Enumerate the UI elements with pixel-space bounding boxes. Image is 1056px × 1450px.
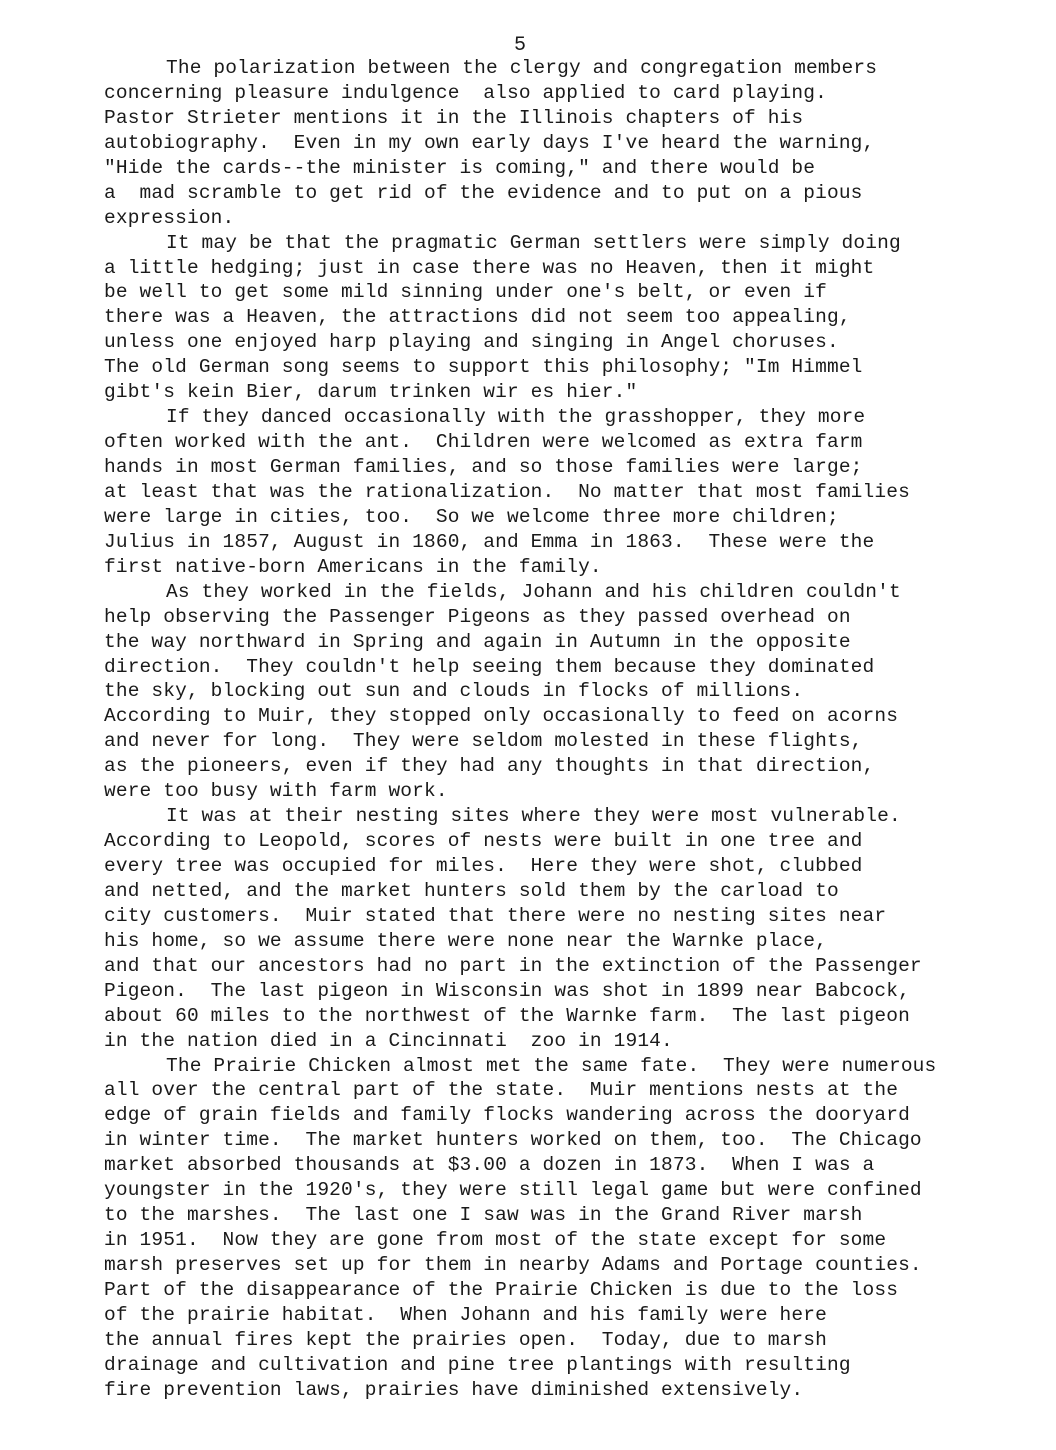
text-line: be well to get some mild sinning under one's belt, or even if [104, 281, 827, 304]
text-line: concerning pleasure indulgence also applied to card playing. [104, 81, 827, 104]
text-line: The old German song seems to support this philosophy; "Im Himmel [104, 356, 863, 379]
text-line: drainage and cultivation and pine tree plantings with resulting [104, 1353, 851, 1376]
text-line: there was a Heaven, the attractions did not seem too appealing, [104, 306, 851, 329]
text-line: a little hedging; just in case there was no Heaven, then it might [104, 256, 875, 279]
text-line: help observing the Passenger Pigeons as they passed overhead on [104, 605, 851, 628]
text-line: were too busy with farm work. [104, 780, 448, 803]
text-line: all over the central part of the state. Muir mentions nests at the [104, 1079, 899, 1102]
text-line: in 1951. Now they are gone from most of the state except for some [104, 1229, 887, 1252]
text-line: fire prevention laws, prairies have diminished extensively. [104, 1378, 804, 1401]
text-line: often worked with the ant. Children were welcomed as extra farm [104, 431, 863, 454]
paragraph-first-line: The Prairie Chicken almost met the same fate. They were numerous [166, 1054, 937, 1077]
text-line: to the marshes. The last one I saw was in the Grand River marsh [104, 1204, 863, 1227]
text-line: edge of grain fields and family flocks wandering across the dooryard [104, 1104, 910, 1127]
text-line: at least that was the rationalization. No matter that most families [104, 480, 910, 503]
paragraph-first-line: It was at their nesting sites where they were most vulnerable. [166, 805, 901, 828]
text-line: every tree was occupied for miles. Here they were shot, clubbed [104, 855, 863, 877]
text-line: gibt's kein Bier, darum trinken wir es hier." [104, 381, 638, 404]
paragraph-first-line: The polarization between the clergy and congregation members [166, 57, 878, 79]
text-line: expression. [104, 206, 235, 229]
text-line: about 60 miles to the northwest of the Warnke farm. The last pigeon [104, 1004, 910, 1027]
paragraph-first-line: If they danced occasionally with the grasshopper, they more [166, 406, 866, 429]
text-line: Pastor Strieter mentions it in the Illinois chapters of his [104, 106, 804, 129]
text-line: Part of the disappearance of the Prairie Chicken is due to the loss [104, 1278, 899, 1301]
text-line: According to Muir, they stopped only occasionally to feed on acorns [104, 705, 899, 728]
text-line: his home, so we assume there were none near the Warnke place, [104, 929, 827, 952]
text-line: "Hide the cards--the minister is coming," and there would be [104, 156, 816, 179]
text-line: in the nation died in a Cincinnati zoo in 1914. [104, 1029, 673, 1052]
text-line: the annual fires kept the prairies open. Today, due to marsh [104, 1328, 827, 1351]
text-line: hands in most German families, and so those families were large; [104, 456, 863, 478]
text-line: as the pioneers, even if they had any thoughts in that direction, [104, 755, 875, 778]
text-line: unless one enjoyed harp playing and singing in Angel choruses. [104, 331, 839, 354]
text-line: market absorbed thousands at $3.00 a dozen in 1873. When I was a [104, 1154, 875, 1177]
text-line: and netted, and the market hunters sold them by the carload to [104, 879, 839, 902]
text-line: were large in cities, too. So we welcome three more children; [104, 505, 839, 528]
text-line: city customers. Muir stated that there were no nesting sites near [104, 904, 887, 927]
text-line: direction. They couldn't help seeing them because they dominated [104, 655, 875, 678]
body-text [104, 56, 1044, 1403]
paragraph-first-line: As they worked in the fields, Johann and his children couldn't [166, 580, 901, 603]
text-line: Pigeon. The last pigeon in Wisconsin was shot in 1899 near Babcock, [104, 979, 910, 1002]
text-line: Julius in 1857, August in 1860, and Emma in 1863. These were the [104, 530, 875, 553]
text-line: the sky, blocking out sun and clouds in flocks of millions. [104, 680, 804, 703]
paragraph-first-line: It may be that the pragmatic German settlers were simply doing [166, 231, 901, 254]
text-line: a mad scramble to get rid of the evidence and to put on a pious [104, 181, 863, 204]
text-line: autobiography. Even in my own early days I've heard the warning, [104, 131, 875, 154]
text-line: the way northward in Spring and again in Autumn in the opposite [104, 630, 851, 653]
text-line: and that our ancestors had no part in the extinction of the Passenger [104, 954, 922, 977]
text-line: youngster in the 1920's, they were still legal game but were confined [104, 1179, 922, 1202]
text-line: of the prairie habitat. When Johann and his family were here [104, 1303, 827, 1326]
text-line: first native-born Americans in the family. [104, 555, 602, 578]
text-line: According to Leopold, scores of nests were built in one tree and [104, 830, 863, 853]
page-number: 5 [514, 34, 527, 57]
text-line: marsh preserves set up for them in nearby Adams and Portage counties. [104, 1254, 922, 1276]
text-line: and never for long. They were seldom molested in these flights, [104, 730, 863, 753]
text-line: in winter time. The market hunters worked on them, too. The Chicago [104, 1129, 922, 1152]
